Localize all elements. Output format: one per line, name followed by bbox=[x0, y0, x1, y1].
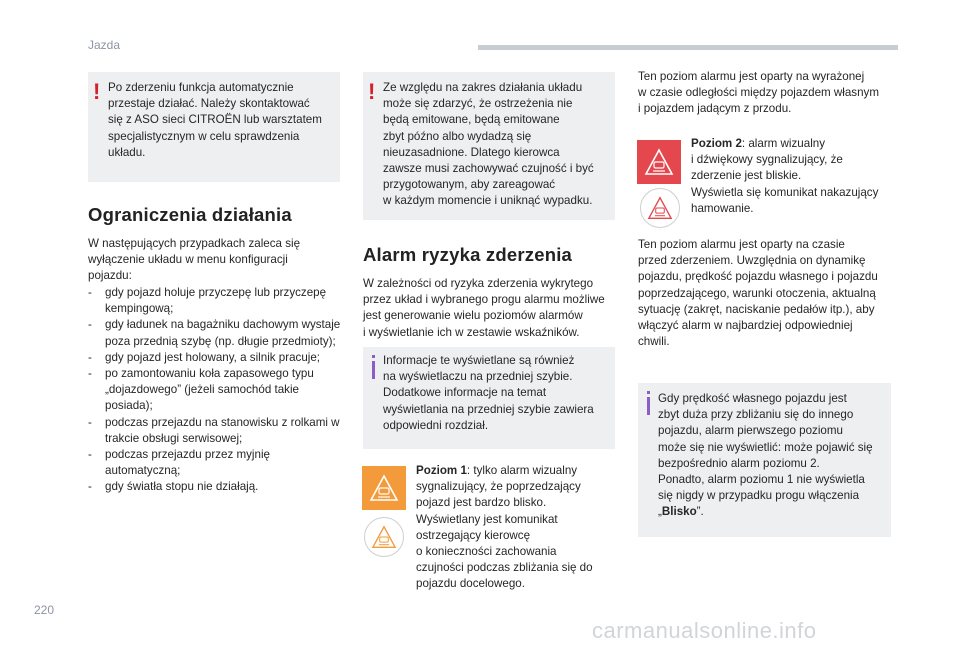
list-item: - gdy pojazd jest holowany, a silnik pracuje; bbox=[88, 350, 321, 364]
level2-circle-icon bbox=[640, 188, 680, 228]
limitations-list bbox=[88, 285, 344, 496]
level2-square-icon bbox=[637, 140, 681, 184]
level2-description bbox=[691, 136, 906, 217]
level2-basis: Ten poziom alarmu jest oparty na czasie przed zderzeniem. Uwzględnia on dynamikę pojazdu, prędkość pojazdu własnego i pojazdu poprzedzającego, warunki otoczenia, aktualną sytuację (zakręt, naciskanie pedałów itp.), aby włączyć alarm w najbardziej odpowiedniej chwili. bbox=[638, 238, 878, 349]
list-item: - gdy światła stopu nie działają. bbox=[88, 480, 259, 494]
warning-text: Ze względu na zakres działania układu może się zdarzyć, że ostrzeżenia nie będą emitowane, będą emitowane zbyt późno albo wydadzą się nieuzasadnione. Dlatego kierowca zawsze musi zachowywać czujność i być przygotowanym, aby zareagować w każdym momencie i uniknąć wypadku. bbox=[383, 81, 594, 208]
warning-text: Po zderzeniu funkcja automatycznie przestaje działać. Należy skontaktować się z ASO sieci CITROËN lub warsztatem specjalistycznym w celu sprawdzenia układu. bbox=[108, 81, 322, 159]
info-text: Informacje te wyświetlane są również na wyświetlaczu na przedniej szybie. Dodatkowe informacje na temat wyświetlania na przedniej szybie zawiera odpowiedni rozdział. bbox=[383, 354, 594, 432]
info-box-hud bbox=[363, 347, 615, 449]
info-text: Gdy prędkość własnego pojazdu jest zbyt duża przy zbliżaniu się do innego pojazdu, alarm pierwszego poziomu może się nie wyświetlić: może pojawić się bezpośrednio alarm poziomu 2. Ponadto, alarm poziomu 1 nie wyświetla się nigdy w przypadku progu włączenia „Blisko”. bbox=[658, 392, 873, 519]
page-number: 220 bbox=[34, 603, 55, 617]
level1-description bbox=[416, 463, 616, 593]
heading-collision-alarm: Alarm ryzyka zderzenia bbox=[363, 244, 573, 265]
level1-square-icon bbox=[362, 466, 406, 510]
header-bar bbox=[478, 45, 898, 50]
warning-icon: ! bbox=[93, 79, 101, 104]
info-box-speed bbox=[638, 383, 891, 537]
alarm-intro: W zależności od ryzyka zderzenia wykrytego przez układ i wybranego progu alarmu możliwe jest generowanie wielu poziomów alarmów i wyświetlanie ich w zestawie wskaźników. bbox=[363, 277, 605, 339]
section-label: Jazda bbox=[88, 38, 121, 52]
list-item: - po zamontowaniu koła zapasowego typu „dojazdowego” (jeżeli samochód takie posiada); bbox=[88, 367, 314, 413]
list-item: - podczas przejazdu na stanowisku z rolkami w trakcie obsługi serwisowej; bbox=[88, 415, 340, 445]
level1-text: : tylko alarm wizualny sygnalizujący, że poprzedzający pojazd jest bardzo blisko. Wyświetlany jest komunikat ostrzegający kierowcę o konieczności zachowania czujności podczas zbliżania się do pojazdu docelowego. bbox=[416, 464, 593, 591]
list-item: - gdy ładunek na bagażniku dachowym wystaje poza przednią szybę (np. długie przedmioty); bbox=[88, 318, 341, 348]
level2-label: Poziom 2 bbox=[691, 137, 742, 150]
warning-box-collision bbox=[88, 72, 340, 182]
level1-basis: Ten poziom alarmu jest oparty na wyrażonej w czasie odległości między pojazdem własnym i pojazdem jadącym z przodu. bbox=[638, 70, 879, 116]
warning-icon: ! bbox=[368, 79, 376, 104]
level1-circle-icon bbox=[364, 517, 404, 557]
warning-box-range bbox=[363, 72, 615, 220]
level1-label: Poziom 1 bbox=[416, 464, 467, 477]
list-item: - gdy pojazd holuje przyczepę lub przyczepę kempingową; bbox=[88, 286, 327, 316]
level2-text: : alarm wizualny i dźwiękowy sygnalizujący, że zderzenie jest bliskie. Wyświetla się komunikat nakazujący hamowanie. bbox=[691, 137, 879, 215]
heading-limitations: Ograniczenia działania bbox=[88, 204, 292, 225]
threshold-close: Blisko bbox=[661, 505, 697, 519]
list-item: - podczas przejazdu przez myjnię automatyczną; bbox=[88, 448, 270, 478]
watermark: carmanualsonline.info bbox=[592, 618, 817, 643]
info-icon bbox=[372, 361, 375, 379]
limitations-intro: W następujących przypadkach zaleca się wyłączenie układu w menu konfiguracji pojazdu: bbox=[88, 237, 301, 283]
info-icon bbox=[647, 397, 650, 415]
